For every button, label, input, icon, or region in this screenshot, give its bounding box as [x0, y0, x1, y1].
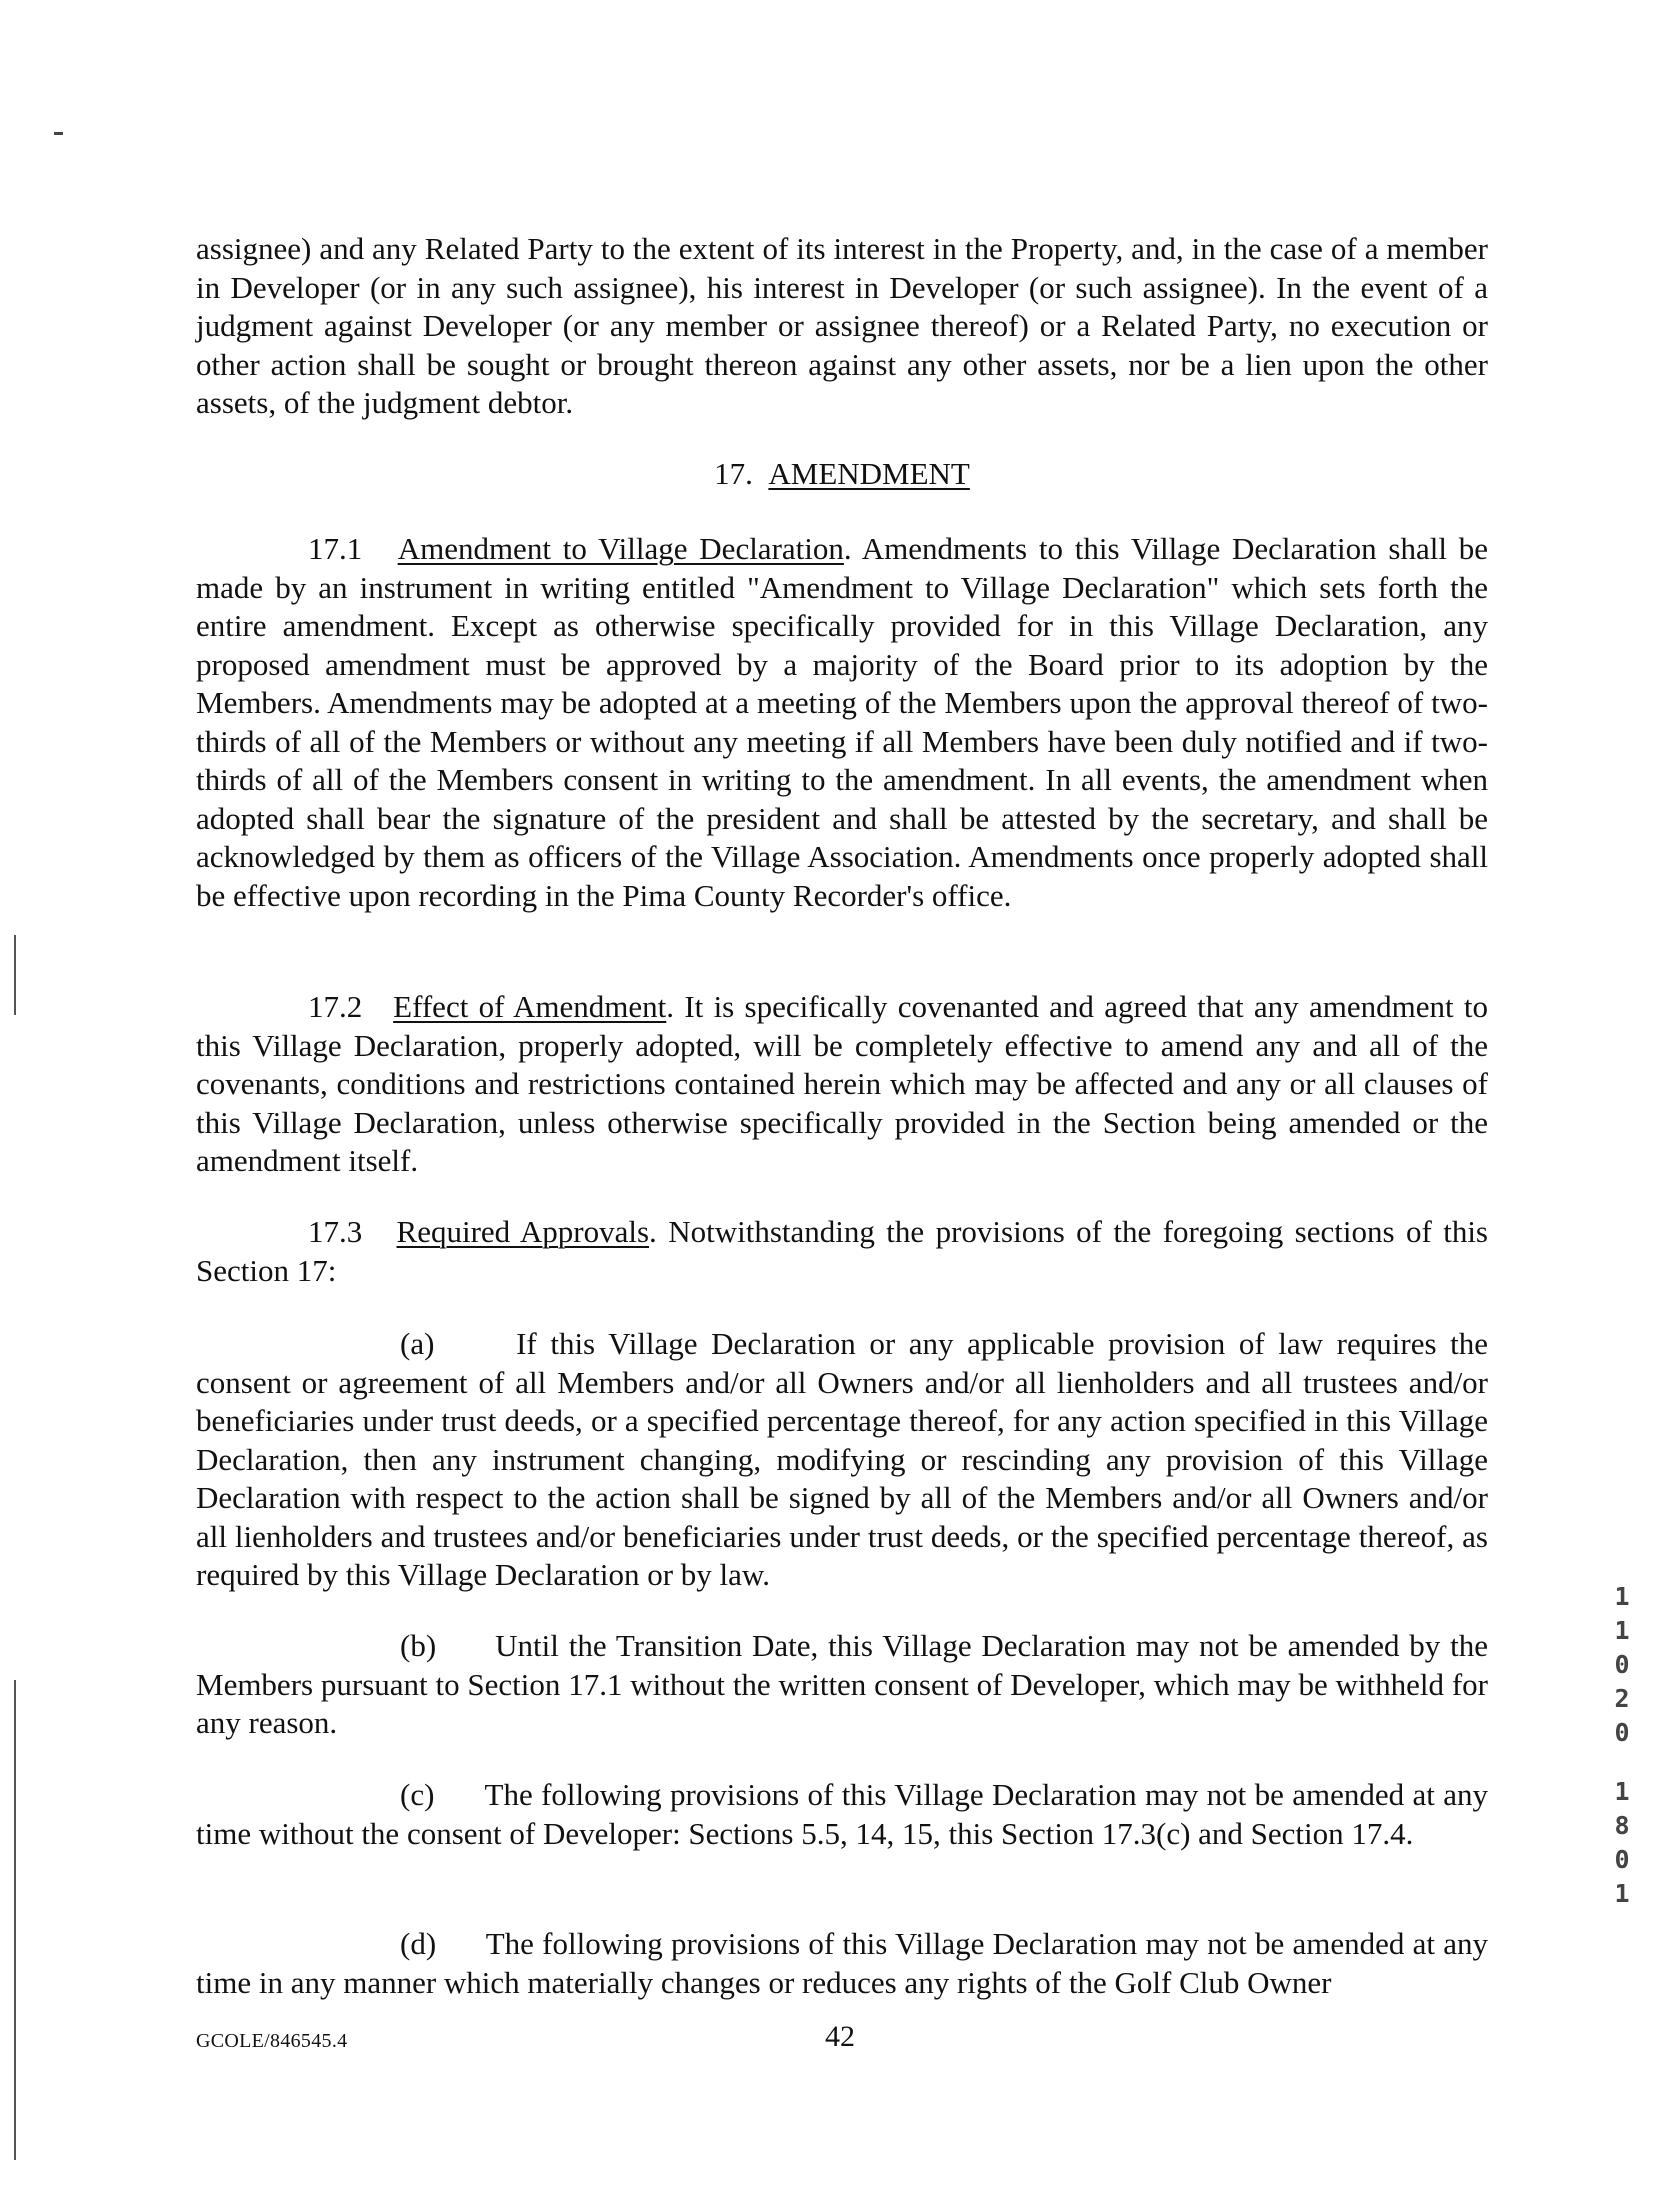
stamp-digit: 1	[1614, 1616, 1630, 1645]
clause-a-body: If this Village Declaration or any applicable provision of law requires the consent or agreement of all Members and/or all Owners and/or all lienholders and all trustees and/or beneficiaries under trust deeds, or a specified percentage thereof, for any action specified in this Village Declaration, then any instrument changing, modifying or rescinding any provision of this Village Declaration with respect to the action shall be signed by all of the Members and/or all Owners and/or all lienholders and trustees and/or beneficiaries under trust deeds, or the specified percentage thereof, as required by this Village Declaration or by law.	[196, 1326, 1489, 1592]
recording-stamp-group-1	[1610, 1580, 1634, 1750]
stamp-digit: 1	[1614, 1879, 1630, 1908]
section-17-2-body: . It is specifically covenanted and agreed that any amendment to this Village Declaration, properly adopted, will be completely effective to amend any and all of the covenants, conditions and restrictions contained herein which may be affected and any or all clauses of this Village Declaration, unless otherwise specifically provided in the Section being amended or the amendment itself.	[196, 989, 1489, 1178]
section-17-1-body: . Amendments to this Village Declaration shall be made by an instrument in writing entitled "Amendment to Village Declaration" which sets forth the entire amendment. Except as otherwise specifically provided for in this Village Declaration, any proposed amendment must be approved by a majority of the Board prior to its adoption by the Members. Amendments may be adopted at a meeting of the Members upon the approval thereof of two-thirds of all of the Members or without any meeting if all Members have been duly notified and if two-thirds of all of the Members consent in writing to the amendment. In all events, the amendment when adopted shall bear the signature of the president and shall be attested by the secretary, and shall be acknowledged by them as officers of the Village Association. Amendments once properly adopted shall be effective upon recording in the Pima County Recorder's office.	[196, 531, 1489, 913]
section-17-3-number: 17.3	[308, 1214, 363, 1249]
section-17-1-title: Amendment to Village Declaration	[397, 531, 844, 566]
clause-a-label: (a)	[400, 1326, 435, 1361]
stamp-digit: 8	[1614, 1811, 1630, 1840]
section-17-2-title: Effect of Amendment	[393, 989, 667, 1024]
heading-number: 17.	[714, 456, 753, 491]
heading-title: AMENDMENT	[768, 456, 970, 491]
clause-d	[196, 1925, 1488, 2002]
stamp-digit: 2	[1614, 1684, 1630, 1713]
recording-stamp-group-2	[1610, 1775, 1634, 1911]
clause-a	[196, 1325, 1488, 1595]
clause-c	[196, 1776, 1488, 1853]
section-17-3	[196, 1213, 1488, 1290]
section-17-2-number: 17.2	[308, 989, 363, 1024]
section-heading	[196, 455, 1488, 494]
stamp-digit: 0	[1614, 1650, 1630, 1679]
stamp-digit: 0	[1614, 1718, 1630, 1747]
stamp-digit: 1	[1614, 1777, 1630, 1806]
clause-c-body: The following provisions of this Village Declaration may not be amended at any time without the consent of Developer: Sections 5.5, 14, 15, this Section 17.3(c) and Section 17.4.	[196, 1777, 1488, 1851]
paragraph-intro: assignee) and any Related Party to the extent of its interest in the Property, and, in the case of a member in Developer (or in any such assignee), his interest in Developer (or such assignee). In the event of a judgment against Developer (or any member or assignee thereof) or a Related Party, no execution or other action shall be sought or brought thereon against any other assets, nor be a lien upon the other assets, of the judgment debtor.	[196, 231, 1488, 420]
section-17-3-title: Required Approvals	[396, 1214, 650, 1249]
clause-b	[196, 1627, 1488, 1743]
clause-b-body: Until the Transition Date, this Village Declaration may not be amended by the Members pursuant to Section 17.1 without the written consent of Developer, which may be withheld for any reason.	[196, 1628, 1488, 1740]
clause-c-label: (c)	[400, 1777, 435, 1812]
document-code: GCOLE/846545.4	[196, 2030, 348, 2052]
section-17-1	[196, 530, 1488, 915]
stamp-digit: 1	[1614, 1582, 1630, 1611]
left-margin-mark	[14, 935, 16, 1015]
clause-b-label: (b)	[400, 1628, 437, 1663]
section-17-3-body: . Notwithstanding the provisions of the foregoing sections of this Section 17:	[196, 1214, 1488, 1288]
left-margin-line	[14, 1680, 16, 2160]
section-17-2	[196, 988, 1488, 1181]
clause-d-body: The following provisions of this Village Declaration may not be amended at any time in any manner which materially changes or reduces any rights of the Golf Club Owner	[196, 1926, 1488, 2000]
section-17-1-number: 17.1	[308, 531, 363, 566]
stamp-digit: 0	[1614, 1845, 1630, 1874]
clause-d-label: (d)	[400, 1926, 437, 1961]
page-number: 42	[825, 2020, 855, 2053]
scan-speck	[54, 132, 63, 135]
